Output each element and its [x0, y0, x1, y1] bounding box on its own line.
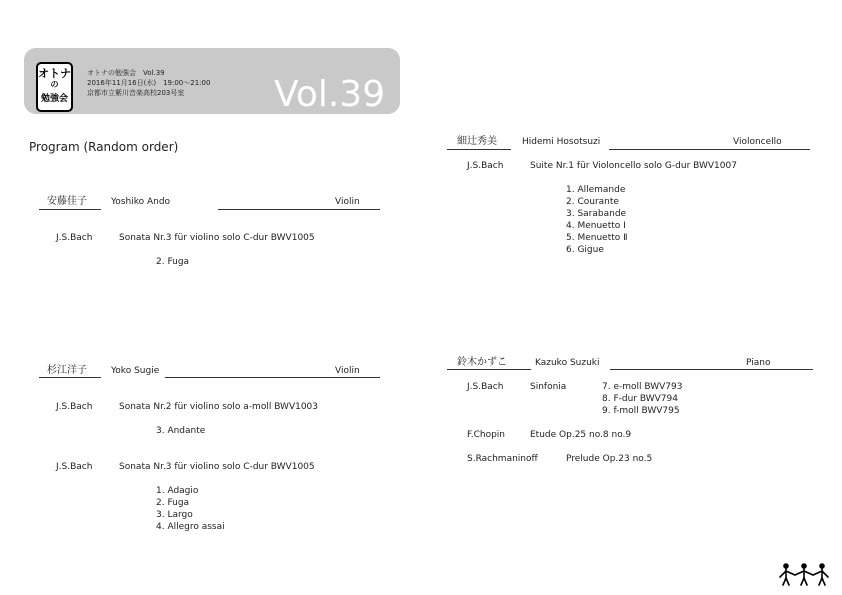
movement-item: 3. Sarabande — [566, 209, 627, 219]
piece-title: Sonata Nr.2 für violino solo a-moll BWV1003 — [119, 402, 319, 412]
performer-name-en: Kazuko Suzuki — [535, 358, 600, 368]
piece-composer: F.Chopin — [467, 430, 506, 440]
piece-composer: S.Rachmaninoff — [467, 454, 538, 464]
performer-name-ja: 安藤佳子 — [47, 196, 87, 207]
movement-item: 2. Fuga — [156, 498, 190, 508]
name-underline — [165, 377, 380, 378]
piece-title: Sinfonia — [530, 382, 567, 392]
piece-title: Etude Op.25 no.8 no.9 — [530, 430, 632, 440]
piece-composer: J.S.Bach — [56, 402, 93, 412]
logo — [36, 62, 73, 112]
performer-name-en: Yoshiko Ando — [111, 197, 171, 207]
event-title: オトナの勉強会 Vol.39 — [87, 69, 165, 77]
event-venue: 京都市立紫川音楽高校203号室 — [87, 89, 185, 97]
performer-name-en: Yoko Sugie — [111, 366, 160, 376]
movement-item: 6. Gigue — [566, 245, 604, 255]
piece-composer: J.S.Bach — [467, 161, 504, 171]
movement-item: 7. e-moll BWV793 — [602, 382, 683, 392]
performer-instrument: Piano — [746, 358, 771, 368]
piece-composer: J.S.Bach — [56, 462, 93, 472]
movement-item: 1. Allemande — [566, 185, 626, 195]
people-holding-hands-icon — [778, 562, 834, 586]
name-underline — [39, 377, 101, 378]
name-underline — [447, 149, 511, 150]
movement-item: 3. Andante — [156, 426, 206, 436]
movement-item: 2. Fuga — [156, 257, 190, 267]
piece-title: Prelude Op.23 no.5 — [566, 454, 653, 464]
piece-title: Suite Nr.1 für Violoncello solo G-dur BWV1007 — [530, 161, 737, 171]
movement-item: 4. Menuetto Ⅰ — [566, 221, 626, 231]
name-underline — [447, 369, 531, 370]
event-info — [87, 68, 210, 98]
movement-item: 8. F-dur BWV794 — [602, 394, 678, 404]
performer-instrument: Violin — [335, 197, 360, 207]
name-underline — [39, 209, 101, 210]
performer-name-ja: 細辻秀美 — [457, 136, 497, 147]
performer-name-ja: 杉江洋子 — [47, 365, 87, 376]
performer-name-ja: 鈴木かずこ — [457, 357, 507, 368]
volume-number: Vol.39 — [274, 74, 386, 115]
performer-instrument: Violoncello — [733, 137, 782, 147]
piece-title: Sonata Nr.3 für violino solo C-dur BWV1005 — [119, 233, 315, 243]
movement-item: 2. Courante — [566, 197, 619, 207]
movement-item: 3. Largo — [156, 510, 193, 520]
name-underline — [609, 149, 810, 150]
name-underline — [610, 369, 813, 370]
movement-item: 5. Menuetto Ⅱ — [566, 233, 628, 243]
performer-name-en: Hidemi Hosotsuzi — [522, 137, 601, 147]
logo-line-1: オトナ — [38, 67, 71, 80]
piece-composer: J.S.Bach — [467, 382, 504, 392]
name-underline — [218, 209, 380, 210]
program-title: Program (Random order) — [29, 140, 179, 154]
piece-composer: J.S.Bach — [56, 233, 93, 243]
event-date: 2016年11月16日(水) 19:00～21:00 — [87, 79, 211, 87]
movement-item: 1. Adagio — [156, 486, 199, 496]
performer-instrument: Violin — [335, 366, 360, 376]
movement-item: 4. Allegro assai — [156, 522, 225, 532]
movement-item: 9. f-moll BWV795 — [602, 406, 680, 416]
logo-line-3: 勉強会 — [40, 94, 68, 104]
logo-line-2: の — [50, 80, 59, 89]
piece-title: Sonata Nr.3 für violino solo C-dur BWV1005 — [119, 462, 315, 472]
